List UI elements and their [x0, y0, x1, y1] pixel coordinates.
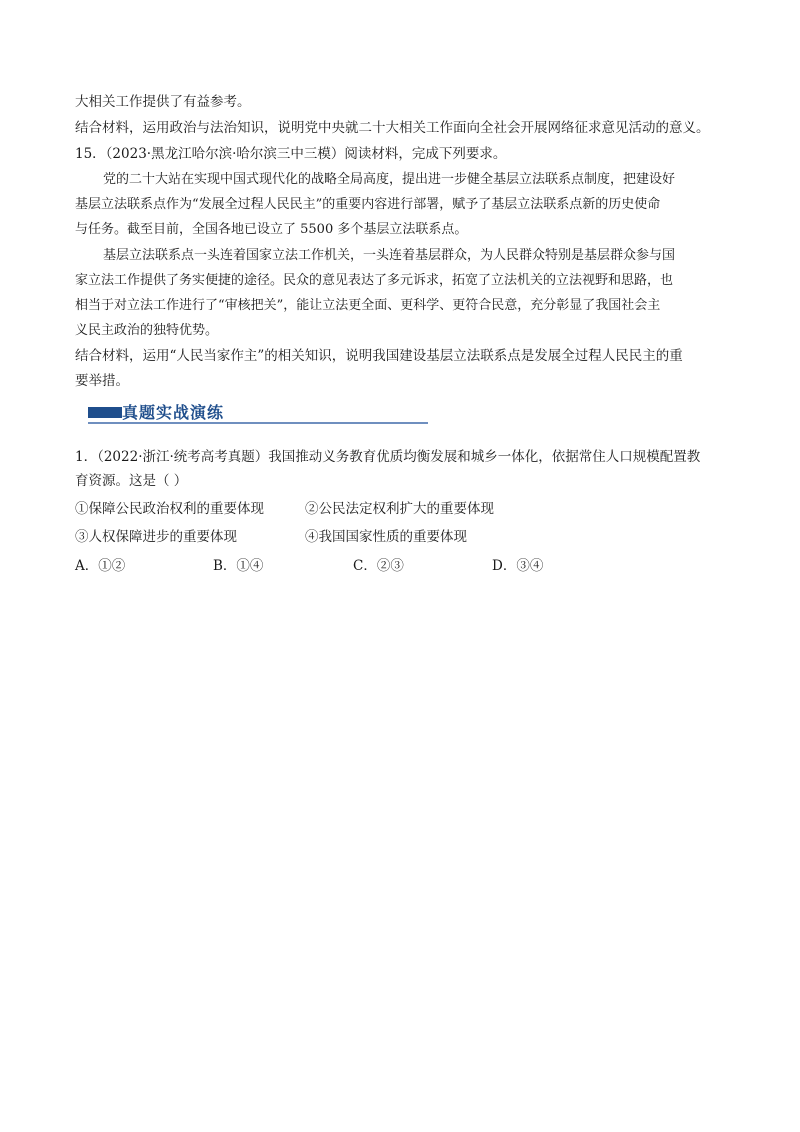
statement-2: ②公民法定权利扩大的重要体现 [305, 501, 494, 517]
question-1-line1: 1．（2022·浙江·统考高考真题）我国推动义务教育优质均衡发展和城乡一体化，依据常住人口规模配置教 [75, 449, 701, 465]
option-b[interactable]: B．①④ [213, 558, 264, 574]
q15-paragraph2-line3: 相当于对立法工作进行了“审核把关”，能让立法更全面、更科学、更符合民意，充分彰显了我国社会主 [75, 298, 661, 313]
option-a[interactable]: A．①② [75, 558, 126, 574]
statement-3: ③人权保障进步的重要体现 [75, 529, 237, 545]
intro-question-line: 结合材料，运用政治与法治知识，说明党中央就二十大相关工作面向全社会开展网络征求意见活动的意义。 [75, 120, 710, 136]
option-c[interactable]: C．②③ [353, 558, 404, 574]
banner-accent-bar [88, 407, 122, 418]
intro-line-1: 大相关工作提供了有益参考。 [75, 94, 251, 110]
question-1-line2: 育资源。这是（ ） [75, 473, 188, 489]
q15-task-line1: 结合材料，运用“人民当家作主”的相关知识，说明我国建设基层立法联系点是发展全过程人民民主的重 [75, 348, 683, 364]
q15-paragraph2-line4: 义民主政治的独特优势。 [75, 323, 219, 338]
q15-paragraph1-line1: 党的二十大站在实现中国式现代化的战略全局高度，提出进一步健全基层立法联系点制度，把建设好 [103, 172, 676, 187]
q15-paragraph1-line3: 与任务。截至目前，全国各地已设立了 5500 多个基层立法联系点。 [75, 222, 468, 237]
banner-underline [88, 422, 428, 424]
q15-task-line2: 要举措。 [75, 373, 129, 389]
option-d[interactable]: D．③④ [492, 558, 544, 574]
q15-paragraph1-line2: 基层立法联系点作为“发展全过程人民民主”的重要内容进行部署，赋予了基层立法联系点新的历史使命 [75, 197, 661, 212]
statement-4: ④我国国家性质的重要体现 [305, 529, 467, 545]
section-title: 真题实战演练 [122, 403, 225, 422]
section-banner [88, 398, 428, 428]
question-15-header: 15．（2023·黑龙江哈尔滨·哈尔滨三中三模）阅读材料，完成下列要求。 [75, 146, 507, 162]
q15-paragraph2-line1: 基层立法联系点一头连着国家立法工作机关，一头连着基层群众，为人民群众特别是基层群众参与国 [103, 248, 676, 263]
q15-paragraph2-line2: 家立法工作提供了务实便捷的途径。民众的意见表达了多元诉求，拓宽了立法机关的立法视野和思路，也 [75, 273, 674, 288]
statement-1: ①保障公民政治权利的重要体现 [75, 501, 264, 517]
